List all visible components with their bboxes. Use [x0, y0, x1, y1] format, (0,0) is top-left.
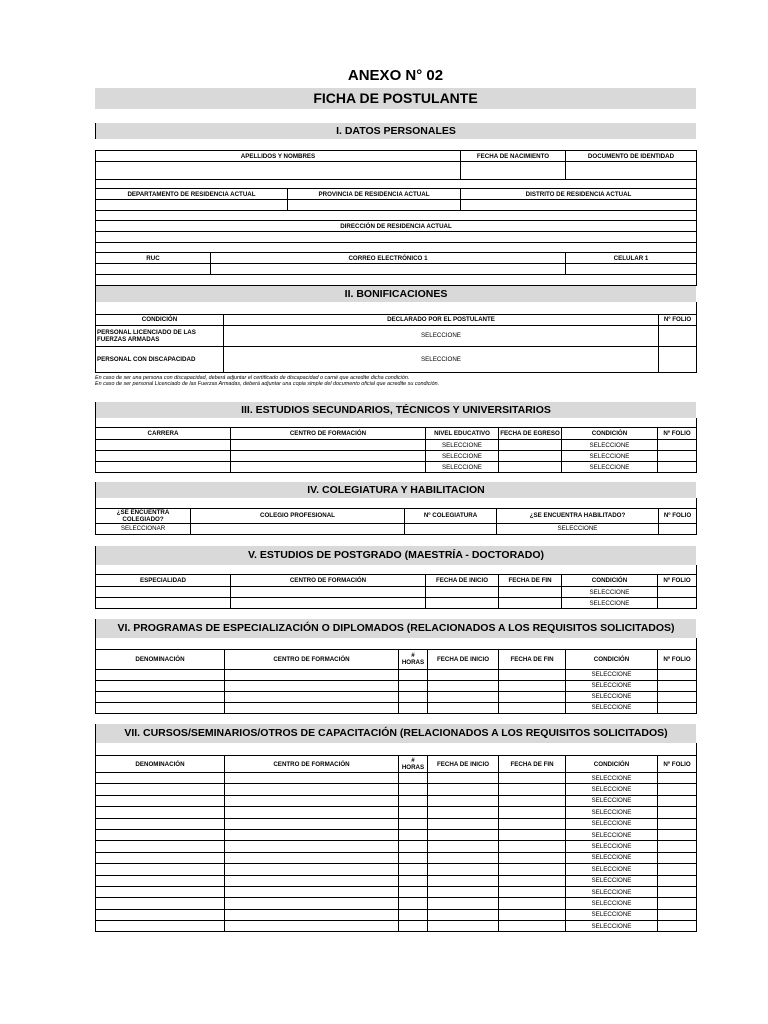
spacer-row: [96, 418, 697, 428]
input-cell[interactable]: [428, 680, 499, 691]
input-cell[interactable]: [658, 886, 697, 897]
input-cell[interactable]: [499, 898, 566, 909]
table-row: [96, 841, 697, 852]
input-cell[interactable]: [658, 841, 697, 852]
input-cell[interactable]: [225, 807, 399, 818]
input-cell[interactable]: [225, 702, 399, 713]
input-cell[interactable]: [428, 795, 499, 806]
input-cell[interactable]: [499, 909, 566, 920]
header-education-level: NIVEL EDUCATIVO: [426, 428, 499, 440]
header-condition: CONDICIÓN: [566, 756, 658, 773]
address-field[interactable]: [96, 232, 697, 243]
input-cell[interactable]: [658, 784, 697, 795]
input-cell[interactable]: [96, 841, 225, 852]
mobile-field[interactable]: [566, 264, 697, 275]
input-cell[interactable]: [225, 669, 399, 680]
table-row: [96, 440, 697, 451]
input-cell[interactable]: [231, 587, 426, 598]
header-condition: CONDICIÓN: [562, 428, 658, 440]
education-level-select[interactable]: SELECCIONE: [426, 451, 499, 462]
input-cell[interactable]: [399, 921, 428, 932]
postgrad-rows: [96, 587, 697, 609]
input-cell[interactable]: [225, 784, 399, 795]
specialization-rows: [96, 669, 697, 713]
input-cell[interactable]: [658, 875, 697, 886]
table-row: [96, 587, 697, 598]
header-denomination: DENOMINACIÓN: [96, 756, 225, 773]
condition-select[interactable]: SELECCIONE: [566, 807, 658, 818]
input-cell[interactable]: [499, 864, 566, 875]
input-cell[interactable]: [499, 598, 562, 609]
header-condition: CONDICIÓN: [566, 649, 658, 669]
condition-select[interactable]: SELECCIONE: [566, 886, 658, 897]
input-cell[interactable]: [225, 898, 399, 909]
education-level-select[interactable]: SELECCIONE: [426, 440, 499, 451]
table-row: [96, 680, 697, 691]
bonus-notes: [95, 375, 696, 387]
header-start-date: FECHA DE INICIO: [428, 649, 499, 669]
header-graduation-date: FECHA DE EGRESO: [499, 428, 562, 440]
folio-field[interactable]: [659, 346, 697, 372]
input-cell[interactable]: [96, 909, 225, 920]
id-document-field[interactable]: [566, 162, 697, 180]
input-cell[interactable]: [428, 909, 499, 920]
input-cell[interactable]: [96, 818, 225, 829]
condition-select[interactable]: SELECCIONE: [566, 773, 658, 784]
condition-select[interactable]: SELECCIONE: [566, 875, 658, 886]
header-district: DISTRITO DE RESIDENCIA ACTUAL: [461, 189, 697, 200]
input-cell[interactable]: [225, 875, 399, 886]
input-cell[interactable]: [225, 852, 399, 863]
input-cell[interactable]: [428, 841, 499, 852]
input-cell[interactable]: [96, 921, 225, 932]
specialization-table: [95, 638, 697, 714]
district-field[interactable]: [461, 200, 697, 211]
input-cell[interactable]: [658, 451, 697, 462]
courses-rows: [96, 773, 697, 932]
input-cell[interactable]: [231, 598, 426, 609]
header-mobile: CELULAR 1: [566, 253, 697, 264]
is-enabled-select[interactable]: SELECCIONE: [497, 523, 659, 534]
spacer-row: [96, 638, 697, 649]
input-cell[interactable]: [225, 818, 399, 829]
ruc-field[interactable]: [96, 264, 211, 275]
input-cell[interactable]: [96, 807, 225, 818]
header-denomination: DENOMINACIÓN: [96, 649, 225, 669]
input-cell[interactable]: [225, 795, 399, 806]
condition-select[interactable]: SELECCIONE: [562, 462, 658, 473]
folio-field[interactable]: [659, 325, 697, 346]
is-registered-select[interactable]: SELECCIONAR: [96, 523, 191, 534]
input-cell[interactable]: [428, 691, 499, 702]
table-row: [96, 818, 697, 829]
condition-select[interactable]: SELECCIONE: [566, 702, 658, 713]
input-cell[interactable]: [658, 440, 697, 451]
table-row: [96, 702, 697, 713]
header-declared: DECLARADO POR EL POSTULANTE: [224, 314, 659, 325]
input-cell[interactable]: [499, 587, 562, 598]
header-end-date: FECHA DE FIN: [499, 756, 566, 773]
header-hours: # HORAS: [399, 756, 428, 773]
section-registration-title: IV. COLEGIATURA Y HABILITACION: [95, 482, 696, 498]
input-cell[interactable]: [658, 864, 697, 875]
input-cell[interactable]: [96, 702, 225, 713]
input-cell[interactable]: [499, 829, 566, 840]
input-cell[interactable]: [96, 680, 225, 691]
input-cell[interactable]: [399, 875, 428, 886]
input-cell[interactable]: [499, 784, 566, 795]
input-cell[interactable]: [658, 898, 697, 909]
input-cell[interactable]: [426, 587, 499, 598]
input-cell[interactable]: [428, 669, 499, 680]
input-cell[interactable]: [225, 680, 399, 691]
courses-table: [95, 743, 697, 933]
condition-select[interactable]: SELECCIONE: [562, 451, 658, 462]
spacer-row: [96, 243, 697, 253]
input-cell[interactable]: [399, 829, 428, 840]
spacer-row: [96, 211, 697, 221]
input-cell[interactable]: [658, 909, 697, 920]
condition-select[interactable]: SELECCIONE: [566, 909, 658, 920]
condition-select[interactable]: SELECCIONE: [566, 829, 658, 840]
input-cell[interactable]: [428, 852, 499, 863]
input-cell[interactable]: [658, 818, 697, 829]
header-training-center: CENTRO DE FORMACIÓN: [231, 575, 426, 587]
applicant-form: [95, 0, 696, 932]
condition-select[interactable]: SELECCIONE: [562, 440, 658, 451]
input-cell[interactable]: [428, 921, 499, 932]
input-cell[interactable]: [428, 898, 499, 909]
header-registration-number: Nº COLEGIATURA: [405, 508, 497, 523]
header-province: PROVINCIA DE RESIDENCIA ACTUAL: [288, 189, 461, 200]
condition-select[interactable]: SELECCIONE: [566, 691, 658, 702]
bonuses-table: [95, 302, 697, 373]
input-cell[interactable]: [499, 921, 566, 932]
input-cell[interactable]: [428, 829, 499, 840]
header-id-document: DOCUMENTO DE IDENTIDAD: [566, 151, 697, 162]
header-folio: Nº FOLIO: [658, 649, 697, 669]
section-specialization-title: VI. PROGRAMAS DE ESPECIALIZACIÓN O DIPLOMADOS (RELACIONADOS A LOS REQUISITOS SOLICITADOS): [95, 619, 696, 638]
header-condition: CONDICIÓN: [96, 314, 224, 325]
header-is-enabled: ¿SE ENCUENTRA HABILITADO?: [497, 508, 659, 523]
postgrad-table: [95, 565, 697, 610]
input-cell[interactable]: [96, 773, 225, 784]
input-cell[interactable]: [225, 691, 399, 702]
input-cell[interactable]: [96, 440, 231, 451]
professional-college-field[interactable]: [191, 523, 405, 534]
condition-select[interactable]: SELECCIONE: [566, 841, 658, 852]
input-cell[interactable]: [225, 829, 399, 840]
note-armed-forces: En caso de ser personal Licenciado de las Fuerzas Armadas, deberá adjuntar una copia simple del documento oficial que acredite su condición.: [95, 380, 440, 387]
input-cell[interactable]: [658, 691, 697, 702]
header-start-date: FECHA DE INICIO: [426, 575, 499, 587]
input-cell[interactable]: [96, 784, 225, 795]
input-cell[interactable]: [399, 886, 428, 897]
input-cell[interactable]: [231, 462, 426, 473]
header-is-registered: ¿SE ENCUENTRA COLEGIADO?: [96, 508, 191, 523]
table-row: [96, 875, 697, 886]
department-field[interactable]: [96, 200, 288, 211]
spacer-row: [96, 498, 697, 508]
input-cell[interactable]: [96, 691, 225, 702]
input-cell[interactable]: [96, 451, 231, 462]
condition-select[interactable]: SELECCIONE: [566, 898, 658, 909]
condition-select[interactable]: SELECCIONE: [566, 669, 658, 680]
input-cell[interactable]: [96, 886, 225, 897]
input-cell[interactable]: [499, 680, 566, 691]
header-end-date: FECHA DE FIN: [499, 575, 562, 587]
condition-disability: PERSONAL CON DISCAPACIDAD: [96, 346, 224, 372]
input-cell[interactable]: [426, 598, 499, 609]
email-field[interactable]: [211, 264, 566, 275]
input-cell[interactable]: [658, 680, 697, 691]
input-cell[interactable]: [499, 886, 566, 897]
input-cell[interactable]: [399, 669, 428, 680]
table-row: [96, 864, 697, 875]
input-cell[interactable]: [399, 898, 428, 909]
table-row: [96, 669, 697, 680]
condition-armed-forces: PERSONAL LICENCIADO DE LAS FUERZAS ARMADAS: [96, 325, 224, 346]
input-cell[interactable]: [499, 807, 566, 818]
input-cell[interactable]: [658, 852, 697, 863]
header-folio: Nº FOLIO: [658, 428, 697, 440]
form-title: FICHA DE POSTULANTE: [95, 88, 696, 109]
table-row: [96, 691, 697, 702]
input-cell[interactable]: [658, 587, 697, 598]
condition-select[interactable]: SELECCIONE: [566, 795, 658, 806]
input-cell[interactable]: [428, 886, 499, 897]
registration-number-field[interactable]: [405, 523, 497, 534]
input-cell[interactable]: [499, 795, 566, 806]
note-disability: En caso de ser una persona con discapacidad, deberá adjuntar el certificado de discapacidad o carné que acredite dicha condición.: [95, 374, 410, 381]
input-cell[interactable]: [399, 864, 428, 875]
header-folio: Nº FOLIO: [659, 314, 697, 325]
header-department: DEPARTAMENTO DE RESIDENCIA ACTUAL: [96, 189, 288, 200]
header-email: CORREO ELECTRÓNICO 1: [211, 253, 566, 264]
province-field[interactable]: [288, 200, 461, 211]
table-row: [96, 909, 697, 920]
input-cell[interactable]: [225, 921, 399, 932]
table-row: [96, 451, 697, 462]
header-training-center: CENTRO DE FORMACIÓN: [225, 649, 399, 669]
input-cell[interactable]: [231, 451, 426, 462]
input-cell[interactable]: [96, 864, 225, 875]
header-end-date: FECHA DE FIN: [499, 649, 566, 669]
registration-table: [95, 498, 697, 535]
spacer-row: [96, 743, 697, 756]
table-row: [96, 462, 697, 473]
input-cell[interactable]: [658, 462, 697, 473]
header-professional-college: COLEGIO PROFESIONAL: [191, 508, 405, 523]
section-courses-title: VII. CURSOS/SEMINARIOS/OTROS DE CAPACITACIÓN (RELACIONADOS A LOS REQUISITOS SOLICITADOS): [95, 724, 696, 743]
table-row: [96, 773, 697, 784]
condition-select[interactable]: SELECCIONE: [566, 680, 658, 691]
input-cell[interactable]: [96, 852, 225, 863]
blank-row: [96, 275, 697, 286]
studies-rows: [96, 440, 697, 473]
input-cell[interactable]: [225, 909, 399, 920]
input-cell[interactable]: [399, 773, 428, 784]
personal-data-table: [95, 150, 697, 286]
section-bonuses-title: II. BONIFICACIONES: [95, 286, 696, 302]
input-cell[interactable]: [428, 773, 499, 784]
section-postgrad-title: V. ESTUDIOS DE POSTGRADO (MAESTRÍA - DOCTORADO): [95, 546, 696, 565]
birth-date-field[interactable]: [461, 162, 566, 180]
armed-forces-select[interactable]: SELECCIONE: [224, 325, 659, 346]
input-cell[interactable]: [231, 440, 426, 451]
input-cell[interactable]: [428, 784, 499, 795]
table-row: [96, 852, 697, 863]
input-cell[interactable]: [428, 864, 499, 875]
header-address: DIRECCIÓN DE RESIDENCIA ACTUAL: [96, 221, 697, 232]
table-row: [96, 807, 697, 818]
table-row: [96, 829, 697, 840]
input-cell[interactable]: [658, 598, 697, 609]
table-row: [96, 784, 697, 795]
header-start-date: FECHA DE INICIO: [428, 756, 499, 773]
input-cell[interactable]: [399, 795, 428, 806]
input-cell[interactable]: [96, 795, 225, 806]
folio-field[interactable]: [659, 523, 697, 534]
input-cell[interactable]: [428, 807, 499, 818]
spacer-row: [96, 565, 697, 575]
input-cell[interactable]: [658, 829, 697, 840]
header-training-center: CENTRO DE FORMACIÓN: [231, 428, 426, 440]
condition-select[interactable]: SELECCIONE: [562, 598, 658, 609]
input-cell[interactable]: [399, 680, 428, 691]
input-cell[interactable]: [399, 807, 428, 818]
condition-select[interactable]: SELECCIONE: [566, 864, 658, 875]
input-cell[interactable]: [499, 451, 562, 462]
header-specialty: ESPECIALIDAD: [96, 575, 231, 587]
condition-select[interactable]: SELECCIONE: [566, 818, 658, 829]
input-cell[interactable]: [96, 462, 231, 473]
input-cell[interactable]: [499, 773, 566, 784]
input-cell[interactable]: [399, 841, 428, 852]
table-row: [96, 795, 697, 806]
input-cell[interactable]: [499, 818, 566, 829]
table-row: [96, 921, 697, 932]
section-studies-title: III. ESTUDIOS SECUNDARIOS, TÉCNICOS Y UNIVERSITARIOS: [95, 402, 696, 418]
input-cell[interactable]: [658, 795, 697, 806]
input-cell[interactable]: [399, 784, 428, 795]
input-cell[interactable]: [499, 702, 566, 713]
input-cell[interactable]: [96, 669, 225, 680]
full-name-field[interactable]: [96, 162, 461, 180]
input-cell[interactable]: [399, 852, 428, 863]
studies-table: [95, 418, 697, 474]
input-cell[interactable]: [499, 691, 566, 702]
input-cell[interactable]: [658, 669, 697, 680]
input-cell[interactable]: [399, 702, 428, 713]
input-cell[interactable]: [428, 818, 499, 829]
input-cell[interactable]: [499, 669, 566, 680]
header-ruc: RUC: [96, 253, 211, 264]
input-cell[interactable]: [428, 875, 499, 886]
header-condition: CONDICIÓN: [562, 575, 658, 587]
input-cell[interactable]: [96, 587, 231, 598]
input-cell[interactable]: [225, 773, 399, 784]
spacer-row: [96, 302, 697, 314]
input-cell[interactable]: [399, 909, 428, 920]
header-hours: # HORAS: [399, 649, 428, 669]
input-cell[interactable]: [658, 773, 697, 784]
input-cell[interactable]: [499, 875, 566, 886]
condition-select[interactable]: SELECCIONE: [566, 921, 658, 932]
disability-select[interactable]: SELECCIONE: [224, 346, 659, 372]
input-cell[interactable]: [499, 841, 566, 852]
input-cell[interactable]: [499, 440, 562, 451]
section-personal-data-title: I. DATOS PERSONALES: [95, 123, 696, 139]
condition-select[interactable]: SELECCIONE: [562, 587, 658, 598]
table-row: [96, 898, 697, 909]
input-cell[interactable]: [225, 841, 399, 852]
header-birth-date: FECHA DE NACIMIENTO: [461, 151, 566, 162]
input-cell[interactable]: [225, 864, 399, 875]
input-cell[interactable]: [658, 702, 697, 713]
input-cell[interactable]: [428, 702, 499, 713]
input-cell[interactable]: [96, 829, 225, 840]
header-folio: Nº FOLIO: [658, 575, 697, 587]
annex-number: ANEXO N° 02: [347, 67, 444, 84]
input-cell[interactable]: [499, 852, 566, 863]
input-cell[interactable]: [658, 807, 697, 818]
condition-select[interactable]: SELECCIONE: [566, 784, 658, 795]
header-career: CARRERA: [96, 428, 231, 440]
education-level-select[interactable]: SELECCIONE: [426, 462, 499, 473]
input-cell[interactable]: [96, 875, 225, 886]
header-folio: Nº FOLIO: [658, 756, 697, 773]
input-cell[interactable]: [96, 898, 225, 909]
header-full-name: APELLIDOS Y NOMBRES: [96, 151, 461, 162]
input-cell[interactable]: [225, 886, 399, 897]
input-cell[interactable]: [96, 598, 231, 609]
input-cell[interactable]: [658, 921, 697, 932]
spacer-row: [96, 180, 697, 189]
input-cell[interactable]: [399, 818, 428, 829]
condition-select[interactable]: SELECCIONE: [566, 852, 658, 863]
input-cell[interactable]: [399, 691, 428, 702]
table-row: [96, 598, 697, 609]
header-folio: Nº FOLIO: [659, 508, 697, 523]
header-training-center: CENTRO DE FORMACIÓN: [225, 756, 399, 773]
input-cell[interactable]: [499, 462, 562, 473]
table-row: [96, 886, 697, 897]
